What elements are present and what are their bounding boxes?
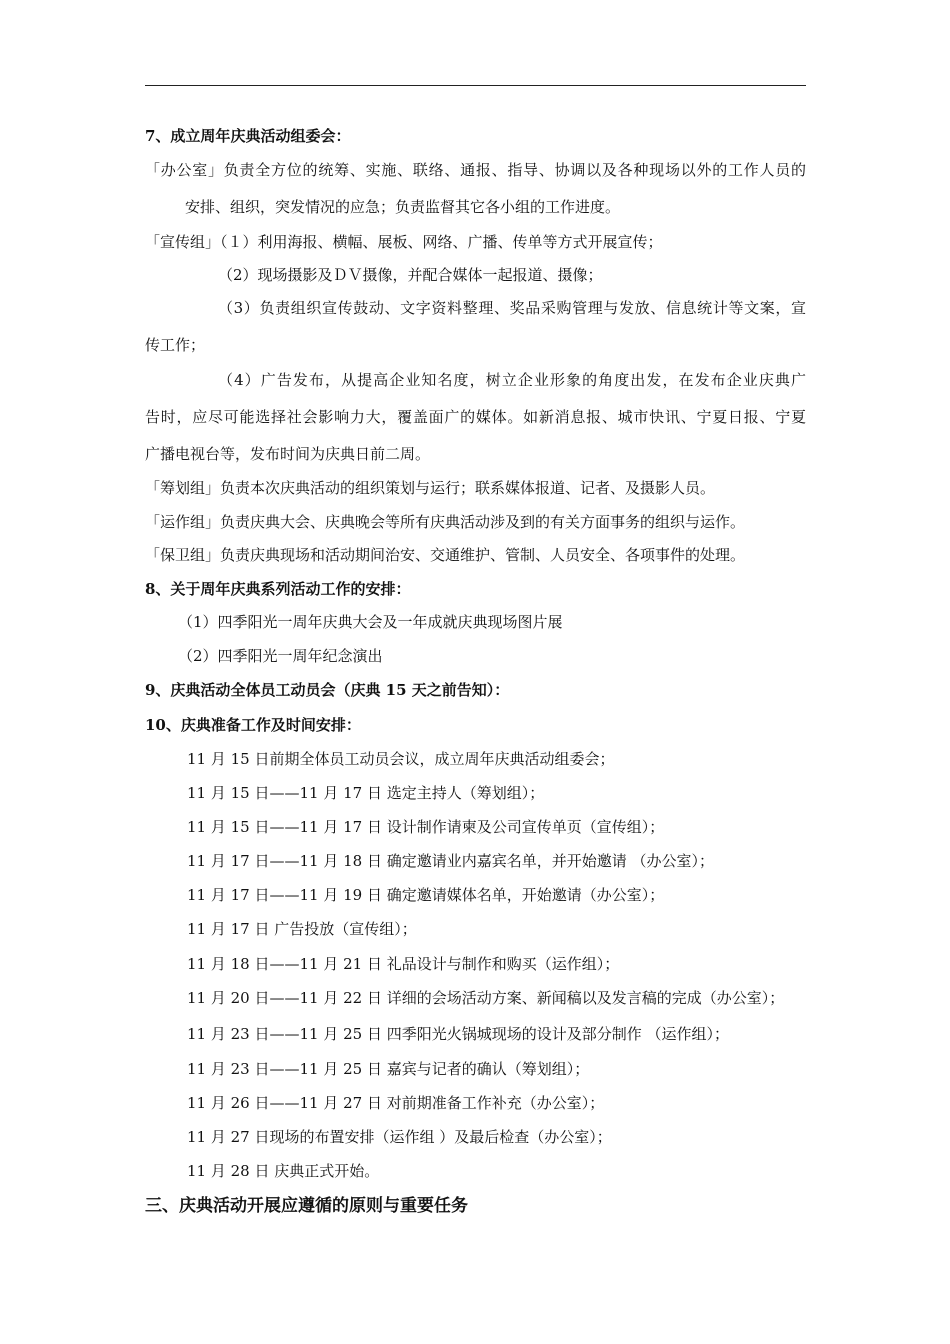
schedule-item: 11 月 15 日前期全体员工动员会议，成立周年庆典活动组委会；	[187, 750, 615, 768]
publicity-duty-line2: （2）现场摄影及ＤＶ摄像，并配合媒体一起报道、摄像；	[218, 266, 603, 284]
part3-heading: 三、庆典活动开展应遵循的原则与重要任务	[145, 1196, 468, 1216]
schedule-item: 11 月 17 日——11 月 18 日 确定邀请业内嘉宾名单，并开始邀请 （办公室）；	[187, 852, 714, 870]
publicity-duty-line4: 传工作；	[145, 336, 206, 354]
schedule-item: 11 月 17 日 广告投放（宣传组）；	[187, 920, 417, 938]
schedule-item: 11 月 27 日现场的布置安排（运作组 ）及最后检查（办公室）；	[187, 1128, 612, 1146]
schedule-item: 11 月 17 日——11 月 19 日 确定邀请媒体名单，开始邀请（办公室）；	[187, 886, 665, 904]
publicity-duty-line5: （4）广告发布，从提高企业知名度，树立企业形象的角度出发，在发布企业庆典广	[218, 371, 806, 389]
office-duty-line2: 安排、组织，突发情况的应急；负责监督其它各小组的工作进度。	[185, 198, 621, 216]
section8-heading: 8、关于周年庆典系列活动工作的安排：	[145, 580, 411, 598]
security-duty: 「保卫组」负责庆典现场和活动期间治安、交通维护、管制、人员安全、各项事件的处理。	[145, 546, 746, 564]
schedule-item: 11 月 23 日——11 月 25 日 四季阳光火锅城现场的设计及部分制作 （运作组）；	[187, 1025, 729, 1043]
schedule-item: 11 月 23 日——11 月 25 日 嘉宾与记者的确认（筹划组）；	[187, 1060, 590, 1078]
list-item: （2）四季阳光一周年纪念演出	[178, 647, 383, 665]
schedule-item: 11 月 20 日——11 月 22 日 详细的会场活动方案、新闻稿以及发言稿的完成（办公室）；	[187, 989, 785, 1007]
schedule-item: 11 月 28 日 庆典正式开始。	[187, 1162, 380, 1180]
publicity-duty-line1: 「宣传组」（１）利用海报、横幅、展板、网络、广播、传单等方式开展宣传；	[145, 233, 663, 251]
list-item: （1）四季阳光一周年庆典大会及一年成就庆典现场图片展	[178, 613, 563, 631]
header-rule	[145, 85, 806, 86]
schedule-item: 11 月 26 日——11 月 27 日 对前期准备工作补充（办公室）；	[187, 1094, 605, 1112]
publicity-duty-line7: 广播电视台等，发布时间为庆典日前二周。	[145, 445, 431, 463]
section10-heading: 10、庆典准备工作及时间安排：	[145, 716, 361, 734]
schedule-item: 11 月 15 日——11 月 17 日 设计制作请柬及公司宣传单页（宣传组）；	[187, 818, 665, 836]
schedule-item: 11 月 15 日——11 月 17 日 选定主持人（筹划组）；	[187, 784, 545, 802]
operations-duty: 「运作组」负责庆典大会、庆典晚会等所有庆典活动涉及到的有关方面事务的组织与运作。	[145, 513, 746, 531]
section7-heading: 7、成立周年庆典活动组委会：	[145, 127, 351, 145]
section9-heading: 9、庆典活动全体员工动员会（庆典 15 天之前告知）：	[145, 681, 510, 699]
office-duty-line1: 「办公室」负责全方位的统筹、实施、联络、通报、指导、协调以及各种现场以外的工作人员的	[145, 161, 806, 179]
schedule-item: 11 月 18 日——11 月 21 日 礼品设计与制作和购买（运作组）；	[187, 955, 620, 973]
planning-duty: 「筹划组」负责本次庆典活动的组织策划与运行；联系媒体报道、记者、及摄影人员。	[145, 479, 716, 497]
publicity-duty-line6: 告时，应尽可能选择社会影响力大，覆盖面广的媒体。如新消息报、城市快讯、宁夏日报、宁夏	[145, 408, 806, 426]
publicity-duty-line3: （3）负责组织宣传鼓动、文字资料整理、奖品采购管理与发放、信息统计等文案，宣	[218, 299, 806, 317]
